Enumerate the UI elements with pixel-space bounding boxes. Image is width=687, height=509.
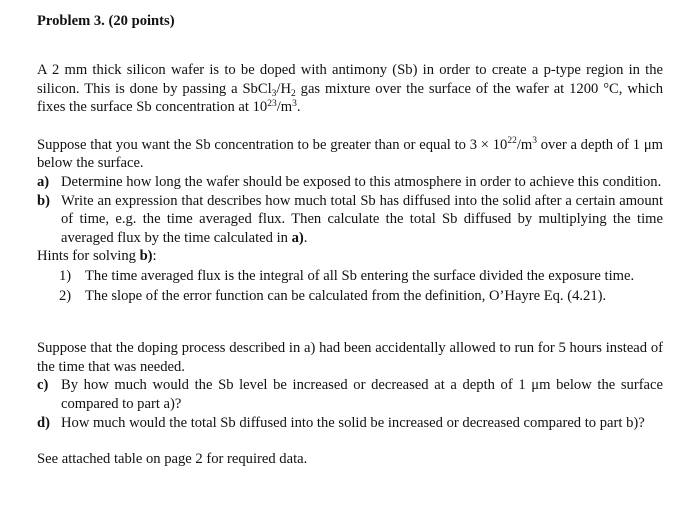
setup-text-1: Suppose that you want the Sb concentration to be greater than or equal to 3 × 10 [37,136,508,153]
hints-bold-ref: b) [139,248,153,265]
intro-text-2: /H [276,80,291,97]
setup-superscript-2: 3 [532,136,537,147]
setup-text-3: over a depth of 1 μm below the surface. [37,136,663,172]
setup-text-2: /m [516,136,533,153]
intro-superscript-2: 3 [292,98,297,109]
question-text: How much would the total Sb diffused into the solid be increased or decreased compared to part b)? [61,414,645,431]
intro-text-5: . [296,99,301,116]
problem-title: Problem 3. (20 points) [37,13,175,29]
hint-text: The time averaged flux is the integral of all Sb entering the surface divided the exposure time. [85,267,635,284]
question-text: Determine how long the wafer should be exposed to this atmosphere in order to achieve this condition. [61,173,662,190]
setup-paragraph [37,136,663,173]
hint-item-1 [59,267,663,286]
hints-colon: : [152,248,157,265]
intro-text-4: /m [276,99,293,116]
question-label: c) [37,377,49,394]
question-a [37,173,663,192]
question-label: a) [37,173,50,190]
question-label: b) [37,192,50,209]
question-text: By how much would the Sb level be increased or decreased at a depth of 1 μm below the surface compared to part a)? [61,377,663,412]
setup-superscript-1: 22 [507,136,517,147]
hint-item-2 [59,287,663,306]
intro-subscript-2: 2 [291,88,296,99]
hint-text: The slope of the error function can be calculated from the definition, O’Hayre Eq. (4.21). [85,287,607,304]
intro-text-1: A 2 mm thick silicon wafer is to be doped with antimony (Sb) in order to create a p-type region in the silicon. This is done by passing a SbCl [37,62,663,97]
hint-label: 2) [59,287,72,304]
hint-label: 1) [59,267,72,284]
question-text [61,192,663,248]
intro-text-3: gas mixture over the surface of the wafer at 1200 °C, which fixes the surface Sb concentration at 10 [37,80,663,116]
hints-heading [37,247,663,266]
intro-subscript-1: 3 [271,88,277,99]
question-d [37,414,663,433]
hints-list [37,267,663,305]
footer-note: See attached table on page 2 for required data. [37,451,308,468]
intro-paragraph [37,61,663,117]
problem-document [37,12,663,469]
question-b-text-after: . [303,229,308,246]
setup2-paragraph: Suppose that the doping process described in a) had been accidentally allowed to run for 5 hours instead of the time that was needed. [37,340,663,375]
hints-intro-text: Hints for solving [37,248,140,265]
intro-superscript-1: 23 [267,98,277,109]
question-b-bold-ref: a) [291,229,304,246]
question-b-text-before: Write an expression that describes how much total Sb has diffused into the solid after a certain amount of time, e.g. the time averaged flux. Then calculate the total Sb diffused by multiplying the time averaged flux by the time calculated in [61,192,663,246]
question-c [37,376,663,413]
question-b [37,192,663,248]
question-label: d) [37,414,50,431]
